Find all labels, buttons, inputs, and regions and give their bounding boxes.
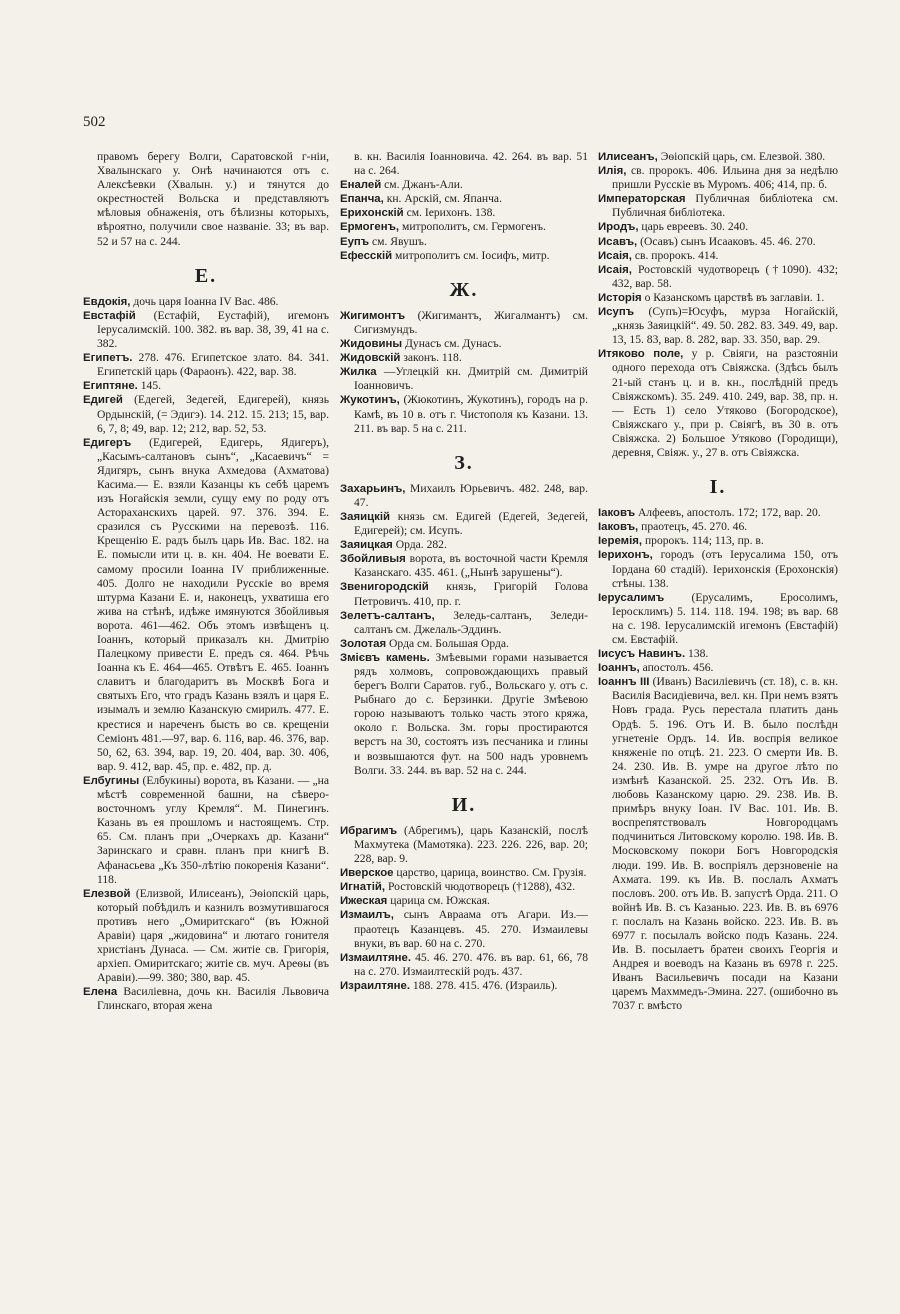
entry-headword: Израилтяне.: [340, 979, 410, 992]
entry-text: Орда см. Большая Орда.: [389, 636, 509, 650]
entry-headword: Іаковъ: [598, 507, 636, 520]
entry-headword: Едигей: [83, 394, 123, 407]
index-entry: [598, 347, 838, 460]
index-entry: [340, 894, 588, 908]
index-entry: [340, 538, 588, 552]
entry-headword: Едигеръ: [83, 436, 132, 449]
section-letter: Ж.: [449, 278, 479, 301]
entry-text: (Жигимантъ, Жигалмантъ) см. Сигизмундъ.: [354, 308, 588, 336]
entry-headword: Итяково поле,: [598, 348, 684, 361]
index-entry: [340, 951, 588, 979]
entry-text: (Абрегимъ), царь Казанскій, послѣ Махмутека (Мамотяка). 223. 226. 226, вар. 20; 228, вар. 9.: [354, 823, 588, 866]
entry-text: —Углецкій кн. Дмитрій см. Димитрій Іоанновичъ.: [354, 365, 588, 393]
entry-headword: Илія,: [598, 165, 627, 178]
entry-text: царство, царица, воинство. См. Грузія.: [396, 866, 587, 880]
entry-text: (Ерусалимъ, Еросолимъ, Іеросклимъ) 5. 114. 118. 194. 198; въ вар. 68 на с. 198. Іерусалимскій игемонъ (Евстафій) см. Евстафій.: [612, 590, 838, 646]
index-entry: [598, 675, 838, 1013]
entry-headword: Измаилъ,: [340, 909, 394, 922]
entry-headword: Іерусалимъ: [598, 591, 665, 604]
entry-text: митрополитъ см. Іосифъ, митр.: [395, 248, 550, 262]
entry-text: 188. 278. 415. 476. (Израиль).: [412, 978, 558, 992]
entry-headword: Илисеанъ,: [598, 151, 658, 163]
entry-text: кн. Арскій, см. Япанча.: [386, 192, 502, 206]
index-entry: [598, 263, 838, 291]
page-number: 502: [83, 114, 106, 130]
entry-headword: Золотая: [340, 637, 387, 650]
index-entry: [83, 887, 329, 986]
section-letter: Е.: [194, 264, 218, 287]
entry-text: 138.: [688, 647, 709, 661]
entry-text: апостолъ. 456.: [642, 661, 714, 675]
entry-headword: Исавъ,: [598, 235, 638, 248]
index-entry: [598, 520, 838, 534]
section-letter: И.: [451, 793, 477, 816]
index-entry: [83, 436, 329, 774]
index-entry: [598, 164, 838, 192]
entry-headword: Іаковъ,: [598, 521, 639, 534]
index-entry: [598, 235, 838, 249]
index-entry: [598, 506, 838, 520]
entry-headword: Египтяне.: [83, 380, 138, 393]
entry-headword: Еупъ: [340, 235, 370, 248]
entry-text: ворота, въ восточной части Кремля Казанскаго. 435. 461. („Нынѣ зарушены“).: [354, 552, 588, 580]
entry-text: князь см. Едигей (Едегей, Зедегей, Едигерей); см. Исупъ.: [354, 509, 588, 538]
entry-text: (Естафій, Еустафій), игемонъ Іерусалимскій. 100. 382. въ вар. 38, 39, 41 на с. 382.: [97, 308, 329, 351]
index-entry: [340, 609, 588, 637]
index-entry: [340, 580, 588, 608]
index-entry: [340, 249, 588, 263]
entry-headword: Елезвой: [83, 887, 131, 900]
index-entry: [340, 235, 588, 249]
entry-headword: Іисусъ Навинъ.: [598, 648, 686, 661]
index-entry: [340, 337, 588, 351]
index-entry: [598, 249, 838, 263]
index-entry: [340, 908, 588, 950]
entry-text: (Едигерей, Едигерь, Ядигеръ), „Касымъ-салтановъ сынъ“, „Касаевичъ“ = Ядигяръ, сынъ внука Ахмедова (Ахматова) Касима.— Е. взяли Казанцы къ себѣ царемъ изъ Ногайскія земли, сущу ему по роду отъ Астораханскихъ царей. 97. 376. 394. Е. сразился съ Русскими на перевозѣ. 116. Крещенію Е. радъ былъ царь Ив. Вас. 182. на Е. помысли ити ц. в. кн. 404. Не воевати Е. самому просили Іоанна IV приближенные. 405. Долго не находили Русскіе во время штурма Казани Е. и, наконецъ, ухватиша его жива на стѣнѣ, идѣже имянуются Збойливыя ворота. 461—462. Объ этомъ извѣщенъ ц. Іоаннъ, который приказалъ кн. Дмитрію Палецкому привести Е. предъ ся. 464. Рѣчь Іоанна къ Е. 464—465. Отвѣтъ Е. 465. Іоаннъ славитъ и благодаритъ въ Москвѣ Бога и святыхъ Его, что градъ Казань взялъ и царя Е. изымалъ и землю Казанскую смирилъ. 477. Е. крестися и нареченъ бысть во св. крещеніи Семіонъ 481.—97, вар. 6. 116, вар. 46. 376, вар. 50, 62, 63. 394, вар. 19, 20. 404, вар. 30. 406, вар. 9. 412, вар. 45, пр. е. 482, пр. д.: [97, 435, 329, 773]
index-entry: [340, 866, 588, 880]
entry-headword: Евстафій: [83, 309, 136, 322]
entry-text: (Супъ)=Юсуфъ, мурза Ногайскій, „князь Заяицкій“. 49. 50. 282. 83. 349. 49, вар. 13, 15. 83, вар. 8. 282, вар. 33. 350, вар. 29.: [612, 305, 838, 347]
index-entry: [340, 393, 588, 435]
index-entry: [83, 309, 329, 351]
entry-headword: Ерихонскій: [340, 207, 404, 220]
section-letter: З.: [454, 451, 474, 474]
entry-text: Орда. 282.: [395, 538, 447, 552]
column-3: [598, 150, 838, 1014]
entry-text: пророкъ. 114; 113, пр. в.: [644, 534, 764, 548]
index-entry: [598, 220, 838, 234]
entry-headword: Жидовины: [340, 338, 403, 351]
entry-text: праотецъ, 45. 270. 46.: [641, 520, 748, 534]
entry-headword: Ермогенъ,: [340, 221, 400, 234]
entry-headword: Исаія,: [598, 263, 632, 276]
index-entry: [598, 305, 838, 347]
entry-continuation: [340, 150, 588, 178]
entry-headword: Императорская: [598, 193, 686, 206]
entry-text: (Елбукины) ворота, въ Казани. — „на мѣстѣ современной башни, на сѣверо-восточномъ углу Кремля“. М. Пинегинъ. Казань въ ея прошломъ и настоящемъ. Стр. 65. См. планъ при „Очеркахъ др. Казани“ Заринскаго и сравн. планъ при книгѣ В. Афанасьева „Къ 350-лѣтію покоренія Казани“. 118.: [97, 773, 329, 886]
index-entry: [83, 351, 329, 379]
index-entry: [340, 309, 588, 337]
index-entry: [340, 552, 588, 580]
entry-text: князь, Григорій Голова Петровичъ. 410, пр. г.: [354, 580, 588, 608]
entry-text: о Казанскомъ царствѣ въ заглавіи. 1.: [644, 290, 825, 304]
index-entry: [83, 393, 329, 435]
entry-text: у р. Свіяги, на разстояніи одного перехода отъ Свіяжска. (Здѣсь былъ 21-ый станъ ц. и в. кн., послѣдній предъ Свіяжскомъ). 35. 249. 410. 249, вар. 38, пр. н. — Есть 1) село Утяково (Богородское), Свіяжскаго у., при р. Свіягѣ, въ 30 в. отъ Свіяжска. 2) Большое Утяково (Городищи), деревня, Свіяж. у., 27 в. отъ Свіяжска.: [612, 347, 838, 459]
index-entry: [340, 651, 588, 778]
entry-headword: Звенигородскій: [340, 581, 429, 594]
entry-text: Эѳіопскій царь, см. Елезвой. 380.: [660, 150, 826, 163]
entry-headword: Исторія: [598, 291, 642, 304]
entry-headword: Измаилтяне.: [340, 951, 412, 964]
entry-headword: Заяицкая: [340, 539, 393, 552]
entry-headword: Заяицкій: [340, 510, 390, 523]
entry-text: 278. 476. Египетское злато. 84. 341. Египетскій царь (Фараонъ). 422, вар. 38.: [97, 351, 329, 379]
entry-headword: Еналей: [340, 179, 382, 192]
entry-headword: Епанча,: [340, 193, 384, 206]
entry-text: Змѣевыми горами называется рядъ холмовъ, сопровождающихъ правый берегъ Волги Саратов. губ., Вольскаго у. отъ с. Рыбнаго до с. Берзинки. Другіе Змѣевою горою называютъ только часть этого кряжа, около г. Вольска. Зм. горы простираются верстъ на 30, состоятъ изъ песчаника и глины и возвышаются фут. на 500 надъ уровнемъ Волги. 33. 244. въ вар. 52 на с. 244.: [354, 650, 588, 777]
entry-text: Михаилъ Юрьевичъ. 482. 248, вар. 47.: [354, 481, 588, 509]
entry-text: царица см. Южская.: [390, 894, 490, 908]
index-entry: [340, 880, 588, 894]
entry-text: (Иванъ) Василіевичъ (ст. 18), с. в. кн. Василія Васидіевича, вел. кн. При немъ взятъ Новъ града. Русь перестала платить дань Ордѣ. 5. 196. Отъ И. В. было послѣдн угнетеніе Ордъ. 14. Ив. воспрія великое княженіе по отцѣ. 21. 223. О смерти Ив. В. 24. 230. Ив. В. умре на другое лѣто по измѣнѣ Казанской. 25. 232. Отъ Ив. В. любовь Казанскому царю. 29. 238. Ив. В. примѣръ внуку Іоан. IV Вас. 101. Ив. В. воспрепятствовалъ Новгородцамъ подчиниться Литовскому королю. 198. Ив. В. Московскому покори Богъ Новгородскія люди. 199. Ив. В. воспріялъ дерзновеніе на Ахмата. 199. къ Ив. В. послалъ Ахматъ пословъ. 200. отъ Ив. В. запустѣ Орда. 211. О войнѣ Ив. В. съ Казанью. 223. Ив. В. въ 6976 г. послалъ на Казань войско. 223. Ив. В. въ 6977 г. посылалъ войско подъ Казань. 224. Ив. В. посылаетъ братеи своихъ Георгія и Андрея и воеводъ на Казань въ 6978 г. 225. Иванъ Васильевичъ посади на Казани царемъ Махммедъ-Эмина. 227. (ошибочно въ 7037 г. вмѣсто: [612, 675, 838, 1013]
entry-headword: Іеремія,: [598, 535, 643, 548]
index-entry: [598, 647, 838, 661]
entry-text: см. Явушъ.: [372, 234, 427, 248]
entry-headword: Іоаннъ,: [598, 662, 640, 675]
entry-text: законъ. 118.: [403, 351, 462, 365]
index-entry: [340, 482, 588, 510]
entry-text: в. кн. Василія Іоанновича. 42. 264. въ вар. 51 на с. 264.: [354, 150, 588, 178]
index-entry: [83, 774, 329, 887]
entry-text: городъ (отъ Іерусалима 150, отъ Іордана 60 стадій). Іерихонскія (Ерохонскія) стѣны. 138.: [612, 548, 838, 590]
index-entry: [83, 295, 329, 309]
entry-text: митрополитъ, см. Гермогенъ.: [401, 220, 546, 234]
entry-headword: Іерихонъ,: [598, 549, 653, 562]
section-letter: І.: [709, 476, 727, 499]
entry-text: св. пророкъ. 414.: [634, 248, 719, 262]
column-1: [83, 150, 329, 1014]
entry-headword: Зелетъ-салтанъ,: [340, 609, 435, 622]
index-entry: [340, 220, 588, 234]
index-entry: [598, 192, 838, 220]
entry-headword: Жукотинъ,: [340, 394, 400, 407]
entry-headword: Жидовскій: [340, 352, 401, 365]
entry-text: см. Джанъ-Али.: [384, 178, 463, 192]
entry-headword: Египетъ.: [83, 352, 133, 365]
entry-text: Публичная библіотека см. Публичная библіотека.: [612, 192, 838, 220]
entry-headword: Ефесскій: [340, 249, 393, 262]
column-2: [340, 150, 588, 993]
entry-headword: Захарьинъ,: [340, 482, 406, 495]
index-entry: [340, 192, 588, 206]
entry-headword: Жигимонтъ: [340, 309, 406, 322]
entry-headword: Ижеская: [340, 895, 388, 908]
entry-text: Ростовскій чудотворецъ (†1090). 432; 432, вар. 58.: [612, 262, 838, 290]
index-entry: [598, 591, 838, 647]
entry-headword: Исупъ: [598, 306, 635, 319]
index-entry: [340, 824, 588, 866]
index-entry: [340, 510, 588, 538]
entry-text: (Едегей, Зедегей, Едигерей), князь Ордынскій, (= Эдигэ). 14. 212. 15. 213; 15, вар. 6, 7, 8; 49, вар. 12; 212, вар. 52, 53.: [97, 393, 329, 435]
entry-text: (Жюкотинъ, Жукотинъ), городъ на р. Камѣ, въ 10 в. отъ г. Чистополя къ Казани. 13. 211. въ вар. 5 на с. 211.: [354, 393, 588, 435]
entry-text: Дунасъ см. Дунасъ.: [405, 337, 502, 351]
entry-headword: Евдокія,: [83, 295, 131, 308]
entry-headword: Збойливыя: [340, 553, 406, 566]
entry-headword: Ибрагимъ: [340, 824, 397, 837]
index-entry: [340, 206, 588, 220]
entry-text: см. Іерихонъ. 138.: [406, 206, 496, 220]
index-entry: [340, 365, 588, 393]
entry-headword: Игнатій,: [340, 881, 386, 894]
index-entry: [340, 351, 588, 365]
entry-text: правомъ берегу Волги, Саратовской г-ніи, Хвалынскаго у. Онѣ начинаются отъ с. Алексѣевки (Хвалын. у.) и тянутся до окрестностей Вольска и представляютъ мѣловыя обнаженія, отъ бѣлизны которыхъ, вѣроятно, получили свое названіе. 33; въ вар. 52 и 57 на с. 244.: [97, 150, 329, 248]
entry-headword: Елбугины: [83, 774, 140, 787]
index-entry: [340, 178, 588, 192]
index-entry: [598, 150, 838, 164]
index-entry: [598, 548, 838, 590]
entry-headword: Змієвъ камень.: [340, 651, 430, 664]
index-entry: [598, 291, 838, 305]
entry-text: дочь царя Іоанна IV Вас. 486.: [133, 294, 279, 308]
index-entry: [83, 985, 329, 1013]
entry-text: 45. 46. 270. 476. въ вар. 61, 66, 78 на с. 270. Измаилтескій родъ. 437.: [354, 950, 589, 978]
entry-text: (Елизвой, Илисеанъ), Эѳіопскій царь, который побѣдилъ и казнилъ возмутившагося противъ него „Омиритскаго“ (въ Южной Аравіи) царя „жидовина“ и лютаго гонителя христіанъ Дунаса. — См. житіе св. Григорія, архіеп. Омиритскаго; житіе св. муч. Ареѳы (въ Аравіи).—99. 380; 380, вар. 45.: [97, 886, 329, 985]
index-entry: [598, 661, 838, 675]
entry-headword: Иверское: [340, 867, 394, 880]
entry-headword: Иродъ,: [598, 221, 639, 234]
entry-text: сынъ Авраама отъ Агари. Из.—праотецъ Казанцевъ. 45. 270. Измаилевы внуки, въ вар. 60 на с. 270.: [354, 908, 588, 950]
entry-headword: Исаія,: [598, 249, 632, 262]
entry-headword: Елена: [83, 986, 118, 999]
entry-text: св. пророкъ. 406. Ильина дня за недѣлю пришли Русскіе въ Муромъ. 406; 414, пр. б.: [612, 164, 838, 192]
index-entry: [83, 379, 329, 393]
index-entry: [340, 979, 588, 993]
entry-text: (Осавъ) сынъ Исааковъ. 45. 46. 270.: [640, 234, 816, 248]
entry-headword: Іоаннъ III: [598, 676, 650, 689]
entry-text: царь евреевъ. 30. 240.: [641, 220, 749, 234]
entry-continuation: [83, 150, 329, 249]
entry-text: Алфеевъ, апостолъ. 172; 172, вар. 20.: [637, 506, 821, 520]
entry-text: 145.: [140, 379, 162, 393]
entry-text: Ростовскій чюдотворецъ (†1288), 432.: [387, 880, 576, 894]
entry-text: Зеледь-салтанъ, Зеледи-салтанъ см. Джелаль-Эддинъ.: [354, 608, 588, 636]
entry-headword: Жилка: [340, 366, 377, 379]
index-entry: [598, 534, 838, 548]
entry-text: Василіевна, дочь кн. Василія Львовича Глинскаго, вторая жена: [97, 985, 329, 1013]
index-entry: [340, 637, 588, 651]
